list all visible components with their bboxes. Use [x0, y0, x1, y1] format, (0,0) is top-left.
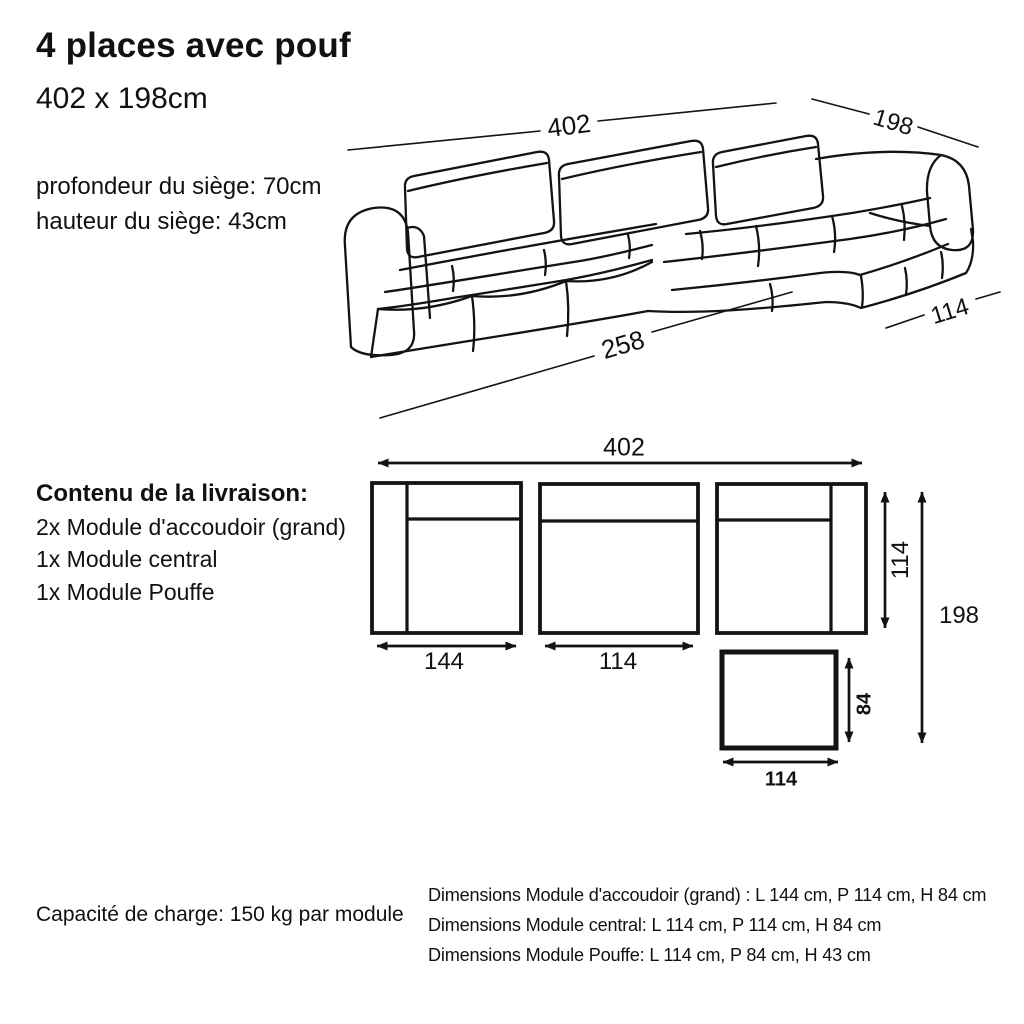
page-subtitle: 402 x 198cm	[36, 82, 208, 115]
module-dimensions-list	[428, 880, 986, 970]
delivery-item: 1x Module central	[36, 546, 218, 572]
dim-total-depth-label: 198	[870, 103, 917, 142]
dim-chaise-width-label: 114	[927, 293, 973, 331]
module-dimensions-line: Dimensions Module d'accoudoir (grand) : L 144 cm, P 114 cm, H 84 cm	[428, 884, 987, 905]
armrest-module-right	[717, 484, 866, 633]
seat-depth-label: profondeur du siège: 70cm	[36, 173, 322, 200]
dim-seat-front-width-label: 258	[597, 324, 648, 365]
delivery-item: 1x Module Pouffe	[36, 578, 215, 605]
delivery-heading: Contenu de la livraison:	[36, 480, 309, 507]
schematic-pouf-width-label: 114	[764, 768, 798, 791]
delivery-item: 2x Module d'accoudoir (grand)	[36, 513, 346, 540]
module-dimensions-line: Dimensions Module central: L 114 cm, P 114 cm, H 84 cm	[428, 914, 882, 935]
dim-total-width-label: 402	[545, 107, 593, 144]
schematic-total-depth-label: 198	[938, 602, 980, 629]
schematic-total-width-label: 402	[603, 433, 645, 462]
schematic-armrest-width-label: 144	[423, 648, 465, 675]
schematic-pouf-depth-label: 84	[853, 692, 876, 716]
seat-height-label: hauteur du siège: 43cm	[36, 208, 287, 235]
armrest-module-left	[372, 483, 521, 633]
schematic-module-depth-label: 114	[887, 540, 914, 580]
schematic-central-width-label: 114	[598, 648, 638, 675]
seat-info	[36, 169, 322, 239]
capacity-label: Capacité de charge: 150 kg par module	[36, 903, 404, 926]
central-module	[540, 484, 698, 633]
pouf-module	[722, 652, 836, 748]
schematic-dimension-arrows	[377, 463, 922, 762]
page-title: 4 places avec pouf	[36, 26, 351, 65]
module-dimensions-line: Dimensions Module Pouffe: L 114 cm, P 84 cm, H 43 cm	[428, 944, 871, 965]
delivery-contents	[36, 478, 346, 608]
